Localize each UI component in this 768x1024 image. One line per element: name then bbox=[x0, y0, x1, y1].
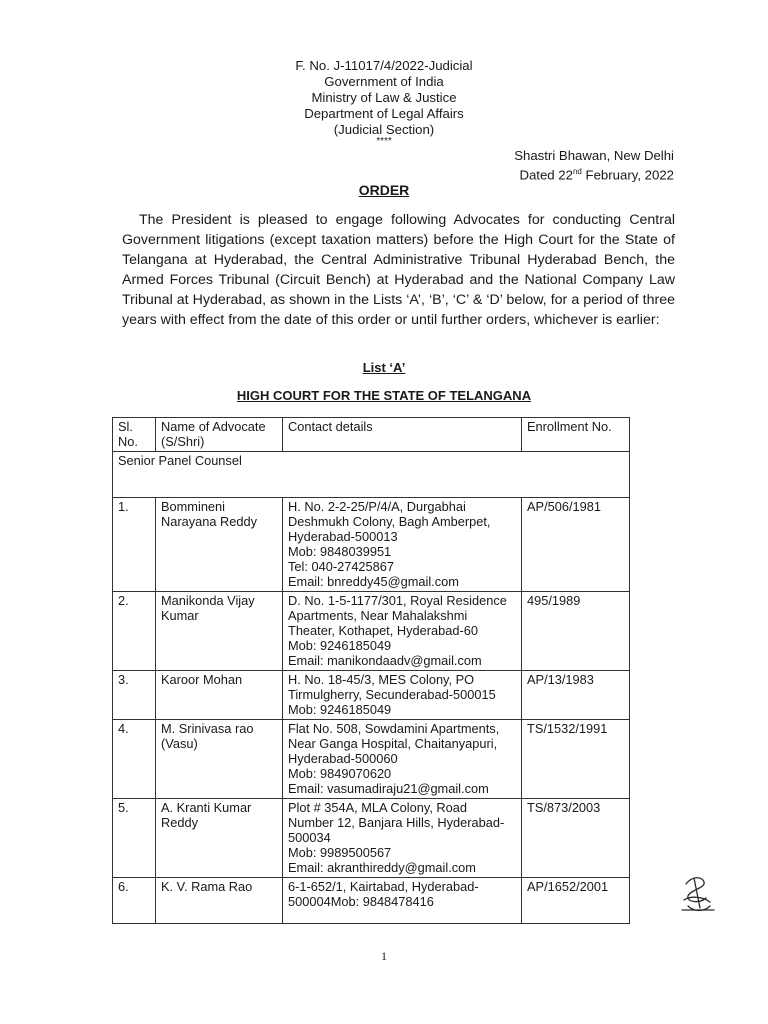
court-title: HIGH COURT FOR THE STATE OF TELANGANA bbox=[236, 388, 532, 403]
row-contact: Flat No. 508, Sowdamini Apartments, Near Ganga Hospital, Chaitanyapuri, Hyderabad-500060 Mob: 9849070620 Email: vasumadiraju21@gmail.com bbox=[283, 720, 522, 799]
section-row bbox=[113, 452, 630, 498]
date-suffix: February, 2022 bbox=[581, 167, 674, 183]
ministry-name: Ministry of Law & Justice bbox=[311, 90, 457, 105]
intro-paragraph: The President is pleased to engage following Advocates for conducting Central Government litigations (except taxation matters) before the High Court for the State of Telangana at Hyderabad, the Central Administrative Tribunal Hyderabad Bench, the Armed Forces Tribunal (Circuit Bench) at Hyderabad and the National Company Law Tribunal at Hyderabad, as shown in the Lists ‘A’, ‘B’, ‘C’ & ‘D’ below, for a period of three years with effect from the date of this order or until further orders, whichever is earlier: bbox=[122, 212, 675, 328]
table-row bbox=[113, 720, 630, 799]
date-prefix: Dated 22 bbox=[519, 167, 573, 183]
table-header-row bbox=[113, 418, 630, 452]
row-enrollment: TS/873/2003 bbox=[522, 799, 630, 878]
row-name: K. V. Rama Rao bbox=[156, 878, 283, 924]
government-name: Government of India bbox=[324, 74, 444, 89]
table-row bbox=[113, 671, 630, 720]
table-row bbox=[113, 592, 630, 671]
file-number: F. No. J-11017/4/2022-Judicial bbox=[295, 58, 473, 73]
row-contact: Plot # 354A, MLA Colony, Road Number 12, Banjara Hills, Hyderabad-500034 Mob: 9989500567 Email: akranthireddy@gmail.com bbox=[283, 799, 522, 878]
section-title: Senior Panel Counsel bbox=[113, 452, 630, 498]
row-contact: H. No. 2-2-25/P/4/A, Durgabhai Deshmukh Colony, Bagh Amberpet, Hyderabad-500013 Mob: 9848039951 Tel: 040-27425867 Email: bnreddy45@gmail.com bbox=[283, 498, 522, 592]
section-name: (Judicial Section) bbox=[333, 122, 435, 137]
header-stars: **** bbox=[376, 136, 392, 147]
header-sl-no: Sl. No. bbox=[113, 418, 156, 452]
signature-mark-icon bbox=[676, 870, 720, 916]
row-enrollment: AP/13/1983 bbox=[522, 671, 630, 720]
row-sl: 6. bbox=[113, 878, 156, 924]
page-number: 1 bbox=[381, 949, 387, 963]
place-location: Shastri Bhawan, New Delhi bbox=[514, 148, 674, 163]
row-sl: 2. bbox=[113, 592, 156, 671]
table-row bbox=[113, 799, 630, 878]
row-name: A. Kranti Kumar Reddy bbox=[156, 799, 283, 878]
row-sl: 1. bbox=[113, 498, 156, 592]
row-name: Karoor Mohan bbox=[156, 671, 283, 720]
header-contact: Contact details bbox=[283, 418, 522, 452]
row-contact: H. No. 18-45/3, MES Colony, PO Tirmulgherry, Secunderabad-500015 Mob: 9246185049 bbox=[283, 671, 522, 720]
row-contact: 6-1-652/1, Kairtabad, Hyderabad-500004Mob: 9848478416 bbox=[283, 878, 522, 924]
row-sl: 5. bbox=[113, 799, 156, 878]
department-name: Department of Legal Affairs bbox=[304, 106, 464, 121]
date-superscript: nd bbox=[572, 167, 582, 176]
row-enrollment: AP/1652/2001 bbox=[522, 878, 630, 924]
row-contact: D. No. 1-5-1177/301, Royal Residence Apartments, Near Mahalakshmi Theater, Kothapet, Hyderabad-60 Mob: 9246185049 Email: manikondaadv@gmail.com bbox=[283, 592, 522, 671]
place-and-date bbox=[514, 148, 674, 183]
header-enrollment: Enrollment No. bbox=[522, 418, 630, 452]
row-enrollment: 495/1989 bbox=[522, 592, 630, 671]
row-name: Manikonda Vijay Kumar bbox=[156, 592, 283, 671]
advocates-table bbox=[112, 417, 630, 924]
document-header bbox=[0, 58, 768, 146]
row-enrollment: TS/1532/1991 bbox=[522, 720, 630, 799]
order-date bbox=[514, 164, 674, 183]
list-title: List ‘A’ bbox=[362, 360, 406, 375]
order-title: ORDER bbox=[358, 182, 410, 198]
header-name: Name of Advocate (S/Shri) bbox=[156, 418, 283, 452]
row-sl: 4. bbox=[113, 720, 156, 799]
row-enrollment: AP/506/1981 bbox=[522, 498, 630, 592]
row-name: M. Srinivasa rao (Vasu) bbox=[156, 720, 283, 799]
table-row bbox=[113, 878, 630, 924]
table-row bbox=[113, 498, 630, 592]
row-sl: 3. bbox=[113, 671, 156, 720]
row-name: Bommineni Narayana Reddy bbox=[156, 498, 283, 592]
